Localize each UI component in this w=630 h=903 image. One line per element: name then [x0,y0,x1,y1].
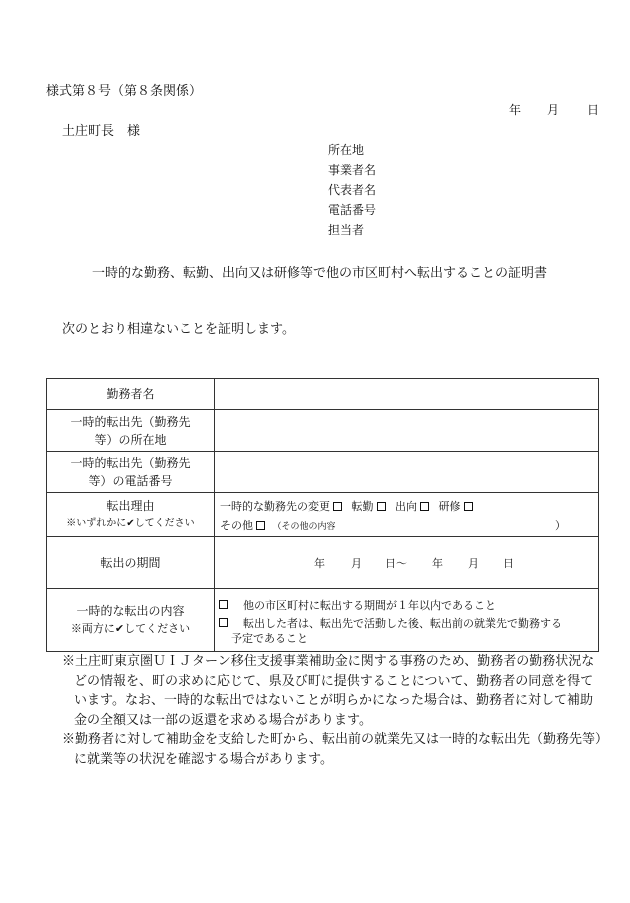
dest-phone-field[interactable] [215,452,599,493]
period-start-day: 日～ [385,557,407,570]
worker-name-label: 勤務者名 [47,379,215,410]
document-title: 一時的な勤務、転勤、出向又は研修等で他の市区町村へ転出することの証明書 [92,266,548,281]
period-end-month: 月 [468,557,479,570]
period-field[interactable] [215,537,599,589]
notes [62,652,602,769]
addressee: 土庄町長 様 [62,124,141,139]
period-start-year: 年 [314,557,325,570]
dest-address-label: 一時的転出先（勤務先 等）の所在地 [47,410,215,452]
reason-option-secondment: 出向 [395,500,417,513]
period-start-month: 月 [351,557,362,570]
content-label: 一時的な転出の内容 [76,604,185,618]
content-item1: 他の市区町村に転出する期間が１年以内であること [243,599,496,612]
worker-name-field[interactable] [215,379,599,410]
date-year: 年 [509,103,522,117]
form-number: 様式第８号（第８条関係） [46,84,203,99]
reason-option-training: 研修 [438,500,461,513]
content-field [215,589,599,652]
dest-phone-label: 一時的転出先（勤務先 等）の電話番号 [47,452,215,493]
applicant-address-label: 所在地 [328,143,365,157]
reason-training-checkbox[interactable] [464,502,473,511]
certification-statement: 次のとおり相違ないことを証明します。 [62,322,295,337]
table-row [47,537,599,589]
reason-other-close: ） [555,519,566,532]
applicant-contact-person-label: 担当者 [328,223,365,237]
period-label: 転出の期間 [47,537,215,589]
table-row [47,589,599,652]
reason-workplace-change-checkbox[interactable] [333,502,342,511]
content-label-cell [47,589,215,652]
reason-transfer-checkbox[interactable] [377,502,386,511]
table-row [47,379,599,410]
reason-label-cell [47,493,215,537]
table-row [47,410,599,452]
content-item1-checkbox[interactable] [219,600,228,609]
reason-option-transfer: 転勤 [351,500,374,513]
content-hint: ※両方に✔してください [70,622,191,635]
table-row [47,493,599,537]
reason-label: 転出理由 [106,498,155,513]
applicant-representative-label: 代表者名 [328,183,377,197]
reason-secondment-checkbox[interactable] [420,502,429,511]
date-day: 日 [587,103,600,117]
applicant-phone-label: 電話番号 [328,203,377,217]
reason-field [215,493,599,537]
note-consent: ※土庄町東京圏ＵＩＪターン移住支援事業補助金に関する事務のため、勤務者の勤務状況などの情報を、町の求めに応じて、県及び町に提供することについて、勤務者の同意を得ています。なお、一時的な転出ではないことが明らかになった場合は、勤務者に対して補助金の全額又は一部の返還を求める場合があります。 [62,654,595,728]
reason-hint: ※いずれかに✔してください [66,517,195,529]
reason-other-checkbox[interactable] [256,521,265,530]
note-verification: ※勤務者に対して補助金を支給した町から、転出前の就業先又は一時的な転出先（勤務先等）に就業等の状況を確認する場合があります。 [62,732,602,767]
content-item2-checkbox[interactable] [219,618,228,627]
period-end-day: 日 [503,557,514,570]
applicant-business-name-label: 事業者名 [328,163,377,177]
reason-option-workplace-change: 一時的な勤務先の変更 [220,500,330,513]
certificate-table [46,378,599,652]
reason-other-content-label: （その他の内容 [272,522,336,532]
dest-address-field[interactable] [215,410,599,452]
date-month: 月 [547,103,560,117]
content-item2-line2: 予定であること [231,632,308,645]
table-row [47,452,599,493]
reason-option-other: その他 [220,519,253,532]
period-end-year: 年 [432,557,443,570]
content-item2-line1: 転出した者は、転出先で活動した後、転出前の就業先で勤務する [243,617,562,630]
